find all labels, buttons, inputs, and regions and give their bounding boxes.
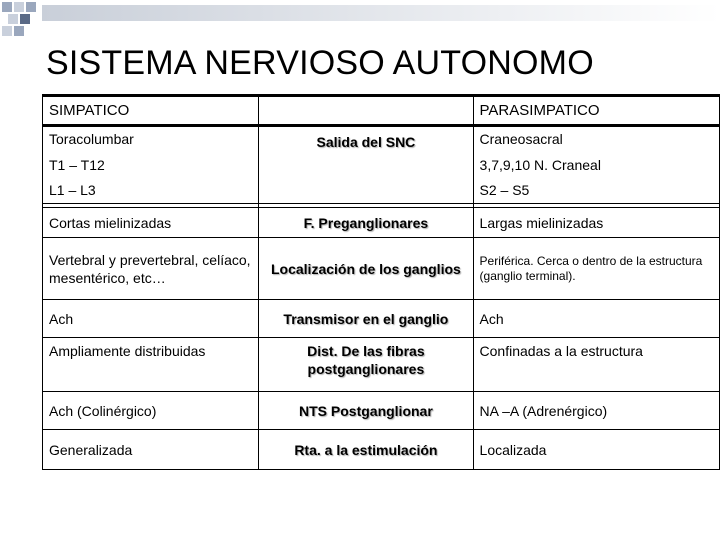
- cell-mid: NTS Postganglionar: [259, 392, 473, 430]
- cell-left: Vertebral y prevertebral, celíaco, mesentérico, etc…: [43, 238, 259, 300]
- header-parasimpatico: PARASIMPATICO: [473, 96, 719, 126]
- cell-right: NA –A (Adrenérgico): [473, 392, 719, 430]
- header-simpatico: SIMPATICO: [43, 96, 259, 126]
- header-middle: [259, 96, 473, 126]
- title-bar-gradient: [42, 5, 720, 21]
- cell-right: Localizada: [473, 430, 719, 470]
- cell-left: L1 – L3: [43, 178, 259, 204]
- table-row: [43, 300, 720, 338]
- cell-right: Craneosacral: [473, 126, 719, 152]
- cell-right: Largas mielinizadas: [473, 208, 719, 238]
- cell-left: Generalizada: [43, 430, 259, 470]
- cell-left: Cortas mielinizadas: [43, 208, 259, 238]
- cell-right: 3,7,9,10 N. Craneal: [473, 152, 719, 178]
- cell-mid: Salida del SNC: [259, 126, 473, 204]
- table-row: [43, 430, 720, 470]
- cell-mid: Rta. a la estimulación: [259, 430, 473, 470]
- cell-left: Toracolumbar: [43, 126, 259, 152]
- cell-mid: F. Preganglionares: [259, 208, 473, 238]
- table-row: [43, 126, 720, 152]
- table-row: [43, 392, 720, 430]
- cell-right: Ach: [473, 300, 719, 338]
- cell-right: Confinadas a la estructura: [473, 338, 719, 392]
- page-title: SISTEMA NERVIOSO AUTONOMO: [46, 44, 594, 82]
- cell-mid: Dist. De las fibras postganglionares: [259, 338, 473, 392]
- cell-mid: Localización de los ganglios: [259, 238, 473, 300]
- cell-left: Ach: [43, 300, 259, 338]
- cell-left: T1 – T12: [43, 152, 259, 178]
- cell-left: Ampliamente distribuidas: [43, 338, 259, 392]
- table-header-row: [43, 96, 720, 126]
- table-row: [43, 208, 720, 238]
- cell-mid: Transmisor en el ganglio: [259, 300, 473, 338]
- table-row: [43, 338, 720, 392]
- cell-right: S2 – S5: [473, 178, 719, 204]
- cell-left: Ach (Colinérgico): [43, 392, 259, 430]
- table-row: [43, 238, 720, 300]
- comparison-table: [42, 94, 720, 470]
- cell-right: Periférica. Cerca o dentro de la estructura (ganglio terminal).: [473, 238, 719, 300]
